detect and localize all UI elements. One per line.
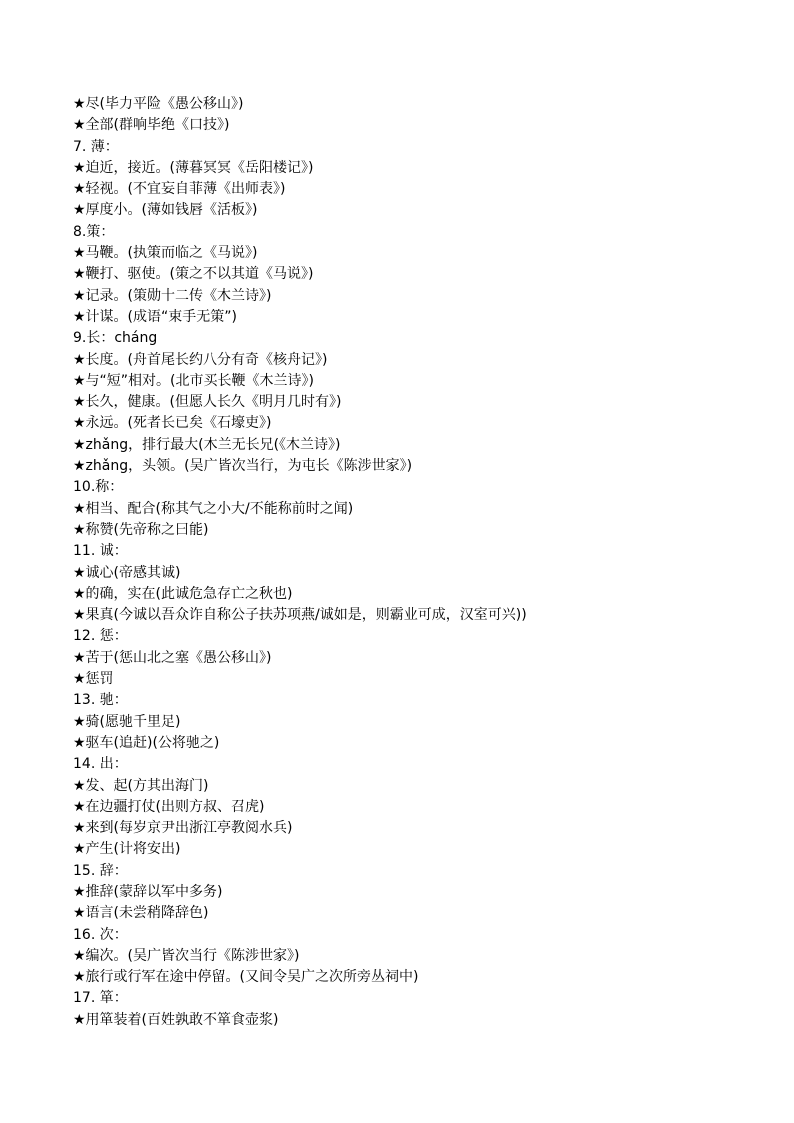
- section-heading: 9.长：cháng: [73, 330, 158, 347]
- section-heading: 15. 辞：: [73, 862, 128, 879]
- text-line: ★尽(毕力平险《愚公移山》): [73, 96, 244, 112]
- text-line: ★厚度小。(薄如钱唇《活板》): [73, 202, 258, 219]
- section-heading: 8.策：: [73, 223, 115, 240]
- text-line: ★长久，健康。(但愿人长久《明月几时有》): [73, 394, 342, 411]
- text-line: ★长度。(舟首尾长约八分有奇《核舟记》): [73, 351, 328, 368]
- text-line: ★相当、配合(称其气之小大/不能称前时之闻): [73, 500, 354, 517]
- text-line: ★苦于(惩山北之塞《愚公移山》): [73, 649, 272, 666]
- section-heading: 11. 诚：: [73, 543, 128, 560]
- text-line: ★轻视。(不宜妄自菲薄《出师表》): [73, 181, 286, 198]
- text-line: ★记录。(策勋十二传《木兰诗》): [73, 287, 272, 304]
- text-line: ★果真(今诚以吾众诈自称公子扶苏项燕/诚如是，则霸业可成，汉室可兴)): [73, 607, 527, 624]
- text-line: ★在边疆打仗(出则方叔、召虎): [73, 798, 265, 815]
- text-line: ★发、起(方其出海门): [73, 777, 209, 794]
- text-line: ★推辞(蒙辞以军中多务): [73, 883, 223, 900]
- text-line: ★用箪装着(百姓孰敢不箪食壶浆): [73, 1011, 279, 1028]
- text-line: ★旅行或行军在途中停留。(又间令吴广之次所旁丛祠中): [73, 969, 419, 986]
- text-line: ★鞭打、驱使。(策之不以其道《马说》): [73, 266, 314, 283]
- text-line: ★来到(每岁京尹出浙江亭教阅水兵): [73, 820, 293, 837]
- text-line: ★的确，实在(此诚危急存亡之秋也): [73, 585, 293, 602]
- section-heading: 12. 惩：: [73, 628, 128, 645]
- text-line: ★产生(计将安出): [73, 841, 181, 858]
- text-line: ★惩罚: [73, 671, 114, 688]
- text-line: ★骑(愿驰千里足): [73, 713, 181, 730]
- section-heading: 7. 薄：: [73, 138, 119, 155]
- text-line: ★驱车(追赶)(公将驰之): [73, 734, 220, 751]
- section-heading: 16. 次：: [73, 926, 128, 943]
- section-heading: 17. 箪：: [73, 990, 128, 1007]
- section-heading: 13. 驰：: [73, 692, 128, 709]
- text-body: [73, 94, 773, 1031]
- text-line: ★与“短”相对。(北市买长鞭《木兰诗》): [73, 372, 314, 389]
- text-line: ★永远。(死者长已矣《石壕吏》): [73, 415, 272, 432]
- text-line: ★zhǎng，排行最大(木兰无长兄(《木兰诗》): [73, 436, 341, 453]
- text-line: ★语言(未尝稍降辞色): [73, 905, 209, 922]
- text-line: ★全部(群响毕绝《口技》): [73, 117, 230, 134]
- text-line: ★称赞(先帝称之曰能): [73, 521, 209, 538]
- text-line: ★编次。(吴广皆次当行《陈涉世家》): [73, 947, 300, 964]
- text-line: ★迫近，接近。(薄暮冥冥《岳阳楼记》): [73, 159, 314, 176]
- text-line: ★zhǎng，头领。(吴广皆次当行，为屯长《陈涉世家》): [73, 458, 413, 475]
- text-line: ★马鞭。(执策而临之《马说》): [73, 245, 258, 262]
- text-line: ★计谋。(成语“束手无策”): [73, 308, 237, 325]
- text-line: ★诚心(帝感其诚): [73, 564, 181, 581]
- section-heading: 14. 出：: [73, 756, 128, 773]
- section-heading: 10.称：: [73, 479, 124, 496]
